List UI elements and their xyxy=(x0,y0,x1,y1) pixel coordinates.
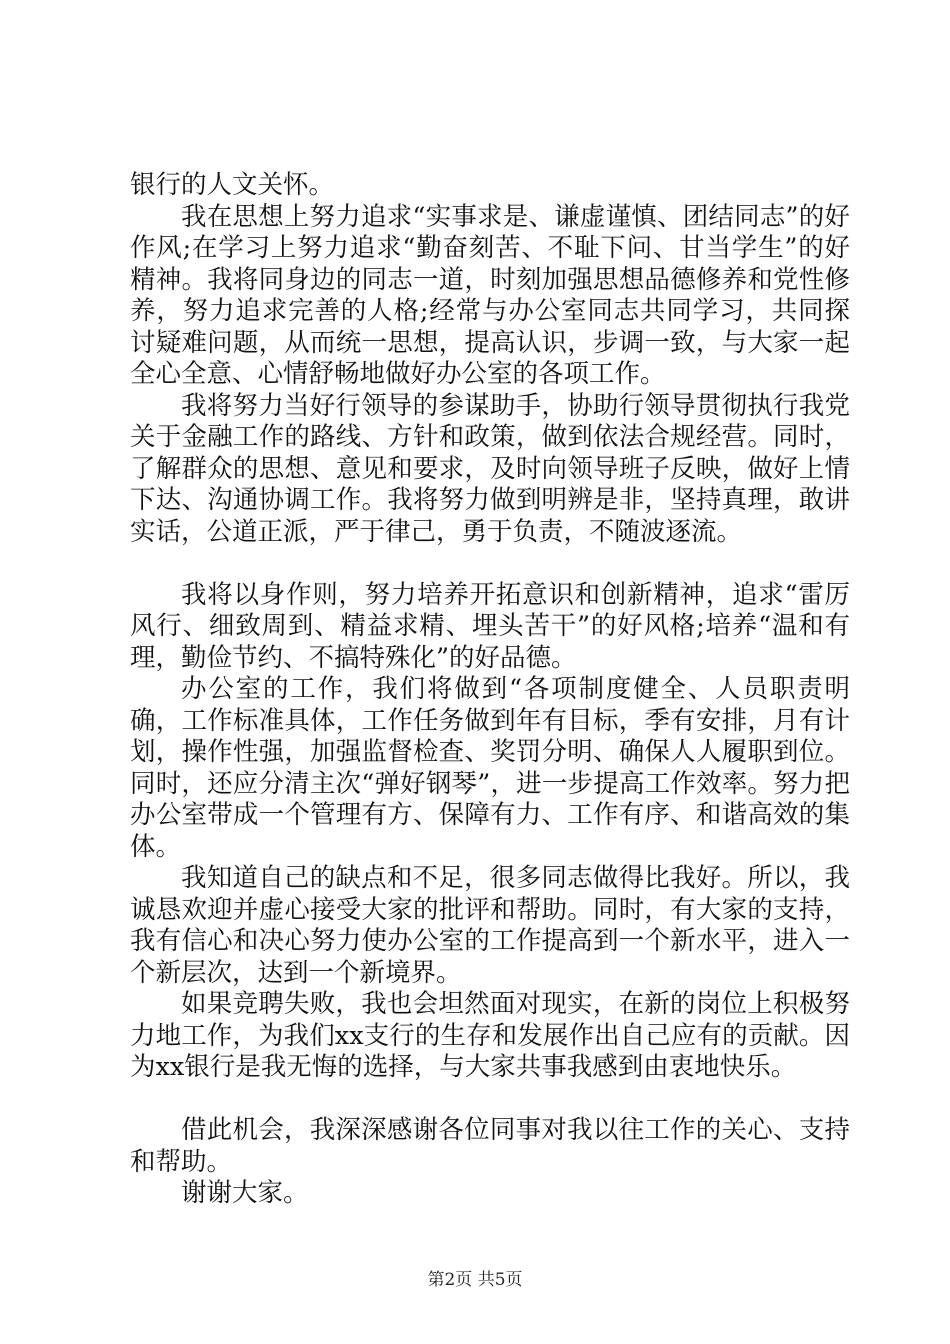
page-number-footer: 第2页 共5页 xyxy=(427,1270,523,1290)
paragraph-thanks: 借此机会，我深深感谢各位同事对我以往工作的关心、支持和帮助。 xyxy=(130,1115,850,1177)
paragraph-continuation: 银行的人文关怀。 xyxy=(130,170,335,200)
paragraph-assistant-role: 我将努力当好行领导的参谋助手，协助行领导贯彻执行我党关于金融工作的路线、方针和政策，做到依法合规经营。同时，了解群众的思想、意见和要求，及时向领导班子反映，做好上情下达、沟通协调工作。我将努力做到明辨是非，坚持真理，敢讲实话，公道正派，严于律己，勇于负责，不随波逐流。 xyxy=(130,390,850,547)
document-body xyxy=(130,170,850,1210)
paragraph-if-fail: 如果竞聘失败，我也会坦然面对现实，在新的岗位上积极努力地工作，为我们xx支行的生存和发展作出自己应有的贡献。因为xx银行是我无悔的选择，与大家共事我感到由衷地快乐。 xyxy=(130,989,850,1082)
paragraph-closing: 谢谢大家。 xyxy=(181,1178,309,1208)
paragraph-work-style: 我在思想上努力追求“实事求是、谦虚谨慎、团结同志”的好作风;在学习上努力追求“勤奋刻苦、不耻下问、甘当学生”的好精神。我将同身边的同志一道，时刻加强思想品德修养和党性修养，努力追求完善的人格;经常与办公室同志共同学习，共同探讨疑难问题，从而统一思想，提高认识，步调一致，与大家一起全心全意、心情舒畅地做好办公室的各项工作。 xyxy=(130,201,850,389)
paragraph-gap xyxy=(130,1084,850,1116)
paragraph-shortcomings: 我知道自己的缺点和不足，很多同志做得比我好。所以，我诚恳欢迎并虚心接受大家的批评和帮助。同时，有大家的支持，我有信心和决心努力使办公室的工作提高到一个新水平，进入一个新层次，达到一个新境界。 xyxy=(130,863,850,988)
paragraph-gap xyxy=(130,548,850,580)
paragraph-lead-by-example: 我将以身作则，努力培养开拓意识和创新精神，追求“雷厉风行、细致周到、精益求精、埋头苦干”的好风格;培养“温和有理，勤俭节约、不搞特殊化”的好品德。 xyxy=(130,579,850,673)
paragraph-office-work: 办公室的工作，我们将做到“各项制度健全、人员职责明确，工作标准具体，工作任务做到年有目标，季有安排，月有计划，操作性强，加强监督检查、奖罚分明、确保人人履职到位。同时，还应分清主次“弹好钢琴”，进一步提高工作效率。努力把办公室带成一个管理有方、保障有力、工作有序、和谐高效的集体。 xyxy=(130,674,850,862)
